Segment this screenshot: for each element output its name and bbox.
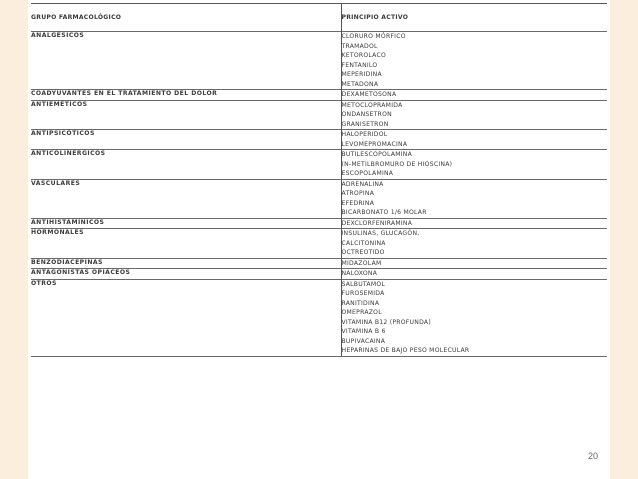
active-ingredients bbox=[341, 100, 607, 130]
drug-item: ADRENALINA bbox=[341, 180, 384, 188]
drug-item: ESCOPOLAMINA bbox=[341, 170, 394, 177]
drug-item: HALOPERIDOL bbox=[341, 131, 388, 138]
table-row bbox=[31, 279, 607, 356]
drug-item: NALOXONA bbox=[341, 270, 378, 277]
table-row bbox=[31, 130, 607, 150]
table-row bbox=[31, 100, 607, 130]
active-ingredients bbox=[341, 90, 607, 101]
drug-item: TRAMADOL bbox=[341, 42, 378, 50]
header-active-column: PRINCIPIO ACTIVO bbox=[341, 4, 607, 32]
active-ingredients bbox=[341, 229, 607, 259]
table-row bbox=[31, 90, 607, 101]
table-header-row bbox=[31, 4, 607, 32]
drug-item: GRANISETRON bbox=[341, 120, 389, 128]
group-name: ANTIHISTAMÍNICOS bbox=[31, 218, 341, 229]
drug-item: HEPARINAS DE BAJO PESO MOLECULAR bbox=[341, 347, 470, 354]
table-row bbox=[31, 229, 607, 259]
active-ingredients bbox=[341, 218, 607, 229]
drug-item: INSULINAS, GLUCAGÓN, bbox=[341, 230, 420, 237]
drug-item: VITAMINA B12 (PROFUNDA) bbox=[341, 318, 431, 326]
active-ingredients bbox=[341, 150, 607, 180]
drug-item: CLORURO MÓRFICO bbox=[341, 33, 406, 40]
drug-item: MEPERIDINA bbox=[341, 71, 382, 78]
drug-item: BUPIVACAINA bbox=[341, 337, 386, 345]
drug-table bbox=[31, 3, 607, 357]
active-ingredients bbox=[341, 32, 607, 90]
drug-item: BUTILESCOPOLAMINA bbox=[341, 151, 413, 158]
table-row bbox=[31, 218, 607, 229]
drug-item: ATROPINA bbox=[341, 190, 375, 197]
group-name: HORMONALES bbox=[31, 229, 341, 259]
drug-item: BICARBONATO 1/6 MOLAR bbox=[341, 209, 427, 216]
active-ingredients bbox=[341, 269, 607, 280]
drug-item: (N-METILBROMURO DE HIOSCINA) bbox=[341, 160, 453, 168]
group-name: ANTIPSICÓTICOS bbox=[31, 130, 341, 150]
page-number: 20 bbox=[587, 451, 598, 461]
group-name: VASCULARES bbox=[31, 179, 341, 218]
drug-item: FUROSEMIDA bbox=[341, 290, 385, 297]
table-row bbox=[31, 150, 607, 180]
drug-item: KETOROLACO bbox=[341, 52, 387, 59]
drug-item: METOCLOPRAMIDA bbox=[341, 101, 403, 109]
group-name: ANTICOLINÉRGICOS bbox=[31, 150, 341, 180]
drug-item: OCTREOTIDO bbox=[341, 249, 385, 256]
active-ingredients bbox=[341, 258, 607, 269]
drug-item: DEXCLORFENIRAMINA bbox=[341, 219, 413, 227]
table-row bbox=[31, 179, 607, 218]
drug-item: ONDANSETRON bbox=[341, 111, 392, 118]
drug-item: DEXAMETOSONA bbox=[341, 91, 397, 98]
group-name: ANTAGONISTAS OPIÁCEOS bbox=[31, 269, 341, 280]
drug-item: OMEPRAZOL bbox=[341, 309, 382, 316]
table-row bbox=[31, 32, 607, 90]
drug-item: RANITIDINA bbox=[341, 299, 380, 307]
group-name: ANALGÉSICOS bbox=[31, 32, 341, 90]
table-row bbox=[31, 269, 607, 280]
active-ingredients bbox=[341, 179, 607, 218]
group-name: OTROS bbox=[31, 279, 341, 356]
active-ingredients bbox=[341, 130, 607, 150]
drug-item: METADONA bbox=[341, 80, 379, 88]
slide-page bbox=[28, 0, 610, 479]
table-body bbox=[31, 32, 607, 357]
drug-item: CALCITONINA bbox=[341, 239, 386, 247]
drug-item: MIDAZOLAM bbox=[341, 259, 382, 267]
drug-item: SALBUTAMOL bbox=[341, 280, 386, 288]
table-row bbox=[31, 258, 607, 269]
drug-item: VITAMINA B 6 bbox=[341, 328, 386, 335]
group-name: COADYUVANTES EN EL TRATAMIENTO DEL DOLOR bbox=[31, 90, 341, 101]
group-name: ANTIEMÉTICOS bbox=[31, 100, 341, 130]
group-name: BENZODIACEPINAS bbox=[31, 258, 341, 269]
header-group-column: GRUPO FARMACOLÓGICO bbox=[31, 4, 341, 32]
drug-item: LEVOMEPROMACINA bbox=[341, 140, 408, 148]
drug-item: FENTANILO bbox=[341, 61, 378, 69]
drug-item: EFEDRINA bbox=[341, 199, 375, 207]
active-ingredients bbox=[341, 279, 607, 356]
